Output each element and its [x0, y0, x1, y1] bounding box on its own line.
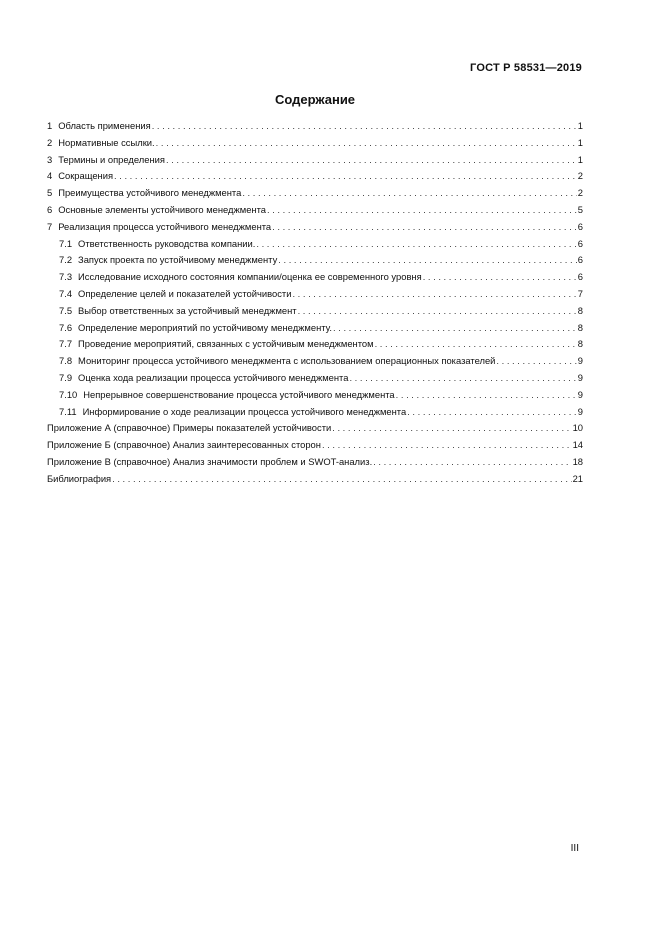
- toc-entry-text: Преимущества устойчивого менеджмента: [58, 187, 242, 199]
- toc-entry[interactable]: [47, 320, 583, 337]
- toc-entry[interactable]: [47, 118, 583, 135]
- toc-leader-dots: [114, 168, 577, 185]
- toc-entry-number: 7.8: [59, 355, 73, 367]
- toc-entry-number: 7.7: [59, 338, 73, 350]
- toc-entry[interactable]: [47, 168, 583, 185]
- toc-entry-page: 9: [577, 405, 583, 417]
- toc-entry-page: 5: [577, 203, 583, 215]
- toc-entry-page: 8: [577, 304, 583, 316]
- toc-leader-dots: [349, 370, 576, 387]
- toc-entry-page: 1: [577, 153, 583, 165]
- toc-entry-text: Нормативные ссылки.: [58, 136, 155, 148]
- toc-entry-page: 9: [577, 388, 583, 400]
- toc-entry-page: 8: [577, 338, 583, 350]
- toc-entry-page: 6: [577, 254, 583, 266]
- toc-entry-text: Мониторинг процесса устойчивого менеджмента с использованием операционных показателей: [78, 355, 496, 367]
- toc-leader-dots: [267, 202, 577, 219]
- toc-entry[interactable]: [47, 252, 583, 269]
- toc-entry[interactable]: [47, 387, 583, 404]
- toc-entry-text: Исследование исходного состояния компании/оценка ее современного уровня: [78, 271, 422, 283]
- toc-entry-text: Сокращения: [58, 170, 114, 182]
- toc-leader-dots: [496, 353, 576, 370]
- toc-entry-text: Библиография: [47, 472, 112, 484]
- toc-entry-number: 7.2: [59, 254, 73, 266]
- toc-leader-dots: [333, 320, 577, 337]
- toc-entry-number: 5: [47, 187, 53, 199]
- toc-leader-dots: [152, 118, 577, 135]
- toc-entry-text: Выбор ответственных за устойчивый менеджмент: [78, 304, 297, 316]
- toc-entry-text: Определение мероприятий по устойчивому менеджменту.: [78, 321, 333, 333]
- toc-entry[interactable]: [47, 185, 583, 202]
- toc-leader-dots: [156, 135, 577, 152]
- toc-entry-number: 2: [47, 136, 53, 148]
- toc-leader-dots: [423, 269, 577, 286]
- toc-entry-page: 2: [577, 187, 583, 199]
- toc-entry-page: 14: [572, 439, 583, 451]
- page-number: III: [570, 843, 579, 854]
- toc-entry-page: 9: [577, 371, 583, 383]
- toc-entry-text: Проведение мероприятий, связанных с устойчивым менеджментом: [78, 338, 374, 350]
- toc-entry-page: 6: [577, 271, 583, 283]
- toc-entry-page: 1: [577, 120, 583, 131]
- toc-entry-page: 8: [577, 321, 583, 333]
- toc-leader-dots: [332, 420, 571, 437]
- toc-entry-number: 6: [47, 203, 53, 215]
- toc-entry-number: 3: [47, 153, 53, 165]
- toc-entry[interactable]: [47, 219, 583, 236]
- toc-entry[interactable]: [47, 353, 583, 370]
- toc-entry-number: 7.5: [59, 304, 73, 316]
- toc-entry-number: 7.1: [59, 237, 73, 249]
- table-of-contents: [47, 118, 583, 488]
- toc-entry-text: Определение целей и показателей устойчивости: [78, 287, 292, 299]
- toc-leader-dots: [375, 336, 577, 353]
- toc-leader-dots: [292, 286, 576, 303]
- page-title: Содержание: [274, 92, 356, 107]
- toc-leader-dots: [272, 219, 577, 236]
- toc-entry-page: 6: [577, 237, 583, 249]
- toc-entry-text: Ответственность руководства компании.: [78, 237, 256, 249]
- toc-entry[interactable]: [47, 336, 583, 353]
- toc-entry-text: Основные элементы устойчивого менеджмента: [58, 203, 267, 215]
- toc-entry[interactable]: [47, 420, 583, 437]
- toc-leader-dots: [112, 471, 571, 488]
- toc-entry-text: Информирование о ходе реализации процесса устойчивого менеджмента: [82, 405, 407, 417]
- toc-entry-page: 1: [577, 136, 583, 148]
- toc-entry-text: Приложение Б (справочное) Анализ заинтересованных сторон: [47, 439, 321, 451]
- toc-leader-dots: [396, 387, 577, 404]
- toc-leader-dots: [278, 252, 577, 269]
- toc-entry[interactable]: [47, 135, 583, 152]
- toc-entry-text: Непрерывное совершенствование процесса устойчивого менеджмента: [83, 388, 395, 400]
- document-code: ГОСТ Р 58531—2019: [470, 62, 582, 74]
- toc-entry[interactable]: [47, 303, 583, 320]
- toc-entry[interactable]: [47, 286, 583, 303]
- toc-entry-text: Приложение А (справочное) Примеры показателей устойчивости: [47, 422, 332, 434]
- toc-entry-number: 4: [47, 170, 53, 182]
- toc-entry-page: 10: [572, 422, 583, 434]
- toc-entry-text: Запуск проекта по устойчивому менеджменту: [78, 254, 278, 266]
- toc-entry[interactable]: [47, 404, 583, 421]
- toc-entry-text: Термины и определения: [58, 153, 165, 165]
- toc-leader-dots: [298, 303, 577, 320]
- toc-entry-number: 7.6: [59, 321, 73, 333]
- toc-entry-text: Приложение В (справочное) Анализ значимости проблем и SWOT-анализ.: [47, 455, 373, 467]
- toc-leader-dots: [256, 236, 576, 253]
- toc-entry[interactable]: [47, 269, 583, 286]
- toc-entry[interactable]: [47, 437, 583, 454]
- toc-entry[interactable]: [47, 152, 583, 169]
- toc-entry-number: 7.11: [59, 405, 77, 417]
- toc-leader-dots: [242, 185, 576, 202]
- toc-entry-page: 7: [577, 287, 583, 299]
- toc-entry[interactable]: [47, 236, 583, 253]
- toc-entry-page: 18: [572, 455, 583, 467]
- toc-entry-text: Оценка хода реализации процесса устойчивого менеджмента: [78, 371, 349, 383]
- toc-entry-number: 1: [47, 120, 53, 131]
- toc-entry-number: 7.9: [59, 371, 73, 383]
- toc-entry-page: 2: [577, 170, 583, 182]
- toc-entry[interactable]: [47, 471, 583, 488]
- toc-entry-page: 6: [577, 220, 583, 232]
- toc-entry-page: 21: [572, 472, 583, 484]
- toc-leader-dots: [407, 404, 577, 421]
- toc-entry-number: 7.4: [59, 287, 73, 299]
- toc-entry-text: Реализация процесса устойчивого менеджмента: [58, 220, 272, 232]
- toc-entry[interactable]: [47, 202, 583, 219]
- toc-entry[interactable]: [47, 454, 583, 471]
- toc-entry-number: 7: [47, 220, 53, 232]
- toc-entry-number: 7.10: [59, 388, 78, 400]
- toc-leader-dots: [373, 454, 571, 471]
- toc-leader-dots: [166, 152, 577, 169]
- toc-entry-text: Область применения: [58, 120, 151, 131]
- toc-entry-page: 9: [577, 355, 583, 367]
- toc-entry-number: 7.3: [59, 271, 73, 283]
- toc-entry[interactable]: [47, 370, 583, 387]
- toc-leader-dots: [322, 437, 572, 454]
